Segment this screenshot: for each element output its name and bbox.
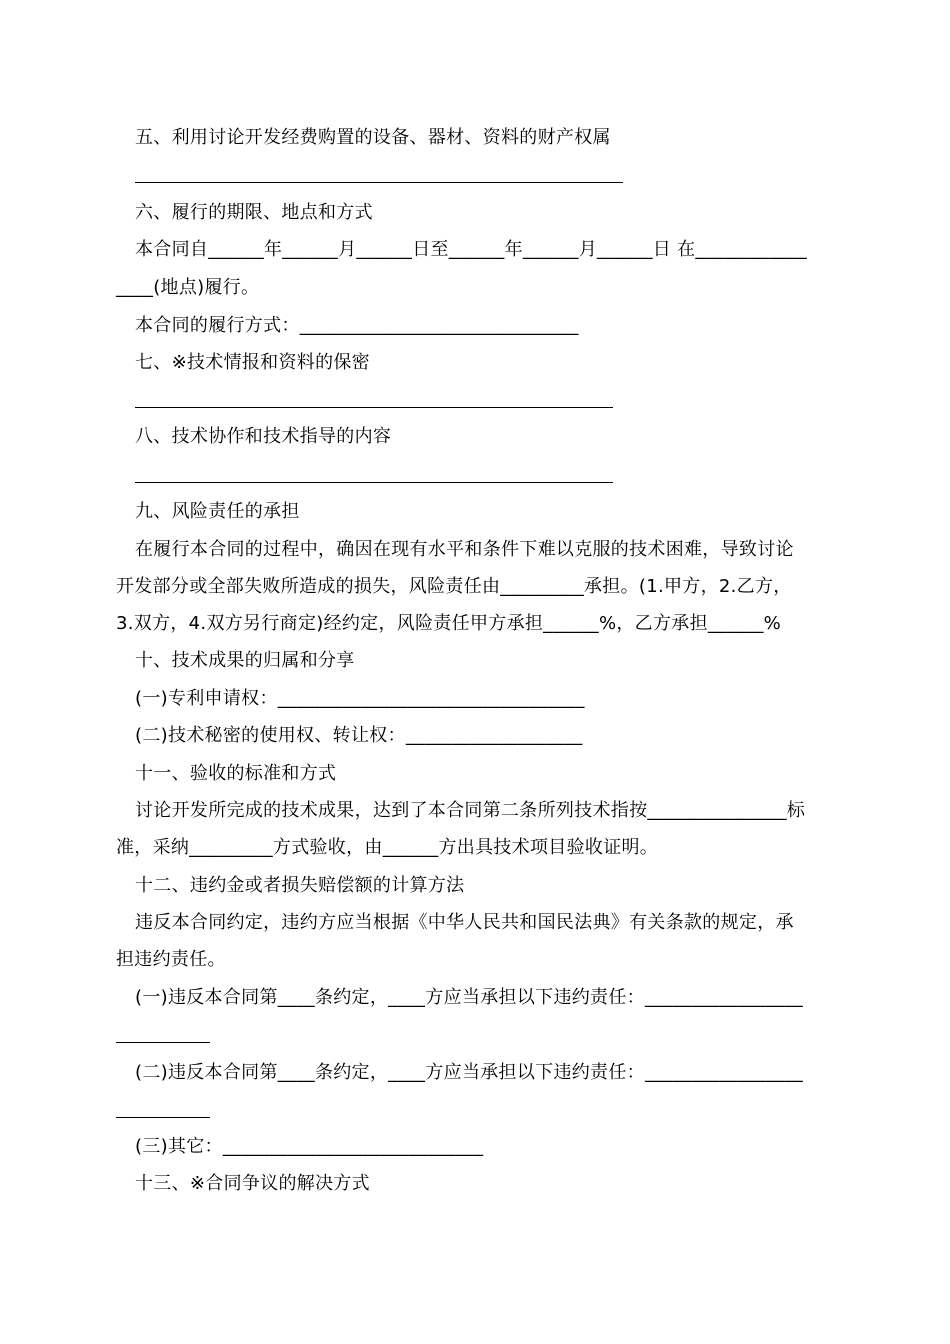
breach-item-3-line: (三)其它：____________________________ (135, 1136, 484, 1157)
breach-paragraph-line-2: 担违约责任。 (116, 949, 226, 970)
section-8-heading: 八、技术协作和技术指导的内容 (135, 426, 392, 447)
breach-paragraph-line-1: 违反本合同约定，违约方应当根据《中华人民共和国民法典》有关条款的规定，承 (135, 912, 794, 933)
risk-paragraph-line-3: 3.双方，4.双方另行商定)经约定，风险责任甲方承担______%，乙方承担______% (116, 613, 782, 634)
acceptance-paragraph-line-2: 准，采纳_________方式验收，由______方出具技术项目验收证明。 (116, 837, 659, 858)
section-13-heading: 十三、※合同争议的解决方式 (135, 1173, 370, 1194)
tech-secret-right-line: (二)技术秘密的使用权、转让权：___________________ (135, 725, 583, 746)
patent-right-line: (一)专利申请权：_________________________________ (135, 688, 585, 709)
performance-method-line: 本合同的履行方式：______________________________ (135, 315, 579, 336)
blank-line-section-5 (135, 182, 623, 183)
section-7-heading: 七、※技术情报和资料的保密 (135, 352, 370, 373)
section-9-heading: 九、风险责任的承担 (135, 501, 300, 522)
breach-item-2-continuation-blank (116, 1117, 210, 1118)
breach-item-1-continuation-blank (116, 1042, 210, 1043)
section-10-heading: 十、技术成果的归属和分享 (135, 650, 355, 671)
section-6-heading: 六、履行的期限、地点和方式 (135, 202, 373, 223)
risk-paragraph-line-2: 开发部分或全部失败所造成的损失，风险责任由_________承担。(1.甲方，2.乙方， (116, 576, 792, 597)
acceptance-paragraph-line-1: 讨论开发所完成的技术成果，达到了本合同第二条所列技术指按_______________标 (135, 800, 806, 821)
risk-paragraph-line-1: 在履行本合同的过程中，确因在现有水平和条件下难以克服的技术困难，导致讨论 (135, 539, 794, 560)
blank-line-section-8 (135, 482, 613, 483)
section-5-heading: 五、利用讨论开发经费购置的设备、器材、资料的财产权属 (135, 127, 611, 148)
breach-item-1-line: (一)违反本合同第____条约定，____方应当承担以下违约责任：_________________ (135, 987, 804, 1008)
section-12-heading: 十二、违约金或者损失赔偿额的计算方法 (135, 875, 465, 896)
breach-item-2-line: (二)违反本合同第____条约定，____方应当承担以下违约责任：_________________ (135, 1062, 804, 1083)
section-11-heading: 十一、验收的标准和方式 (135, 763, 337, 784)
blank-line-section-7 (135, 407, 613, 408)
term-period-line: 本合同自______年______月______日至______年______月______日 在____________ (135, 239, 808, 260)
term-place-line: ____(地点)履行。 (116, 277, 260, 298)
